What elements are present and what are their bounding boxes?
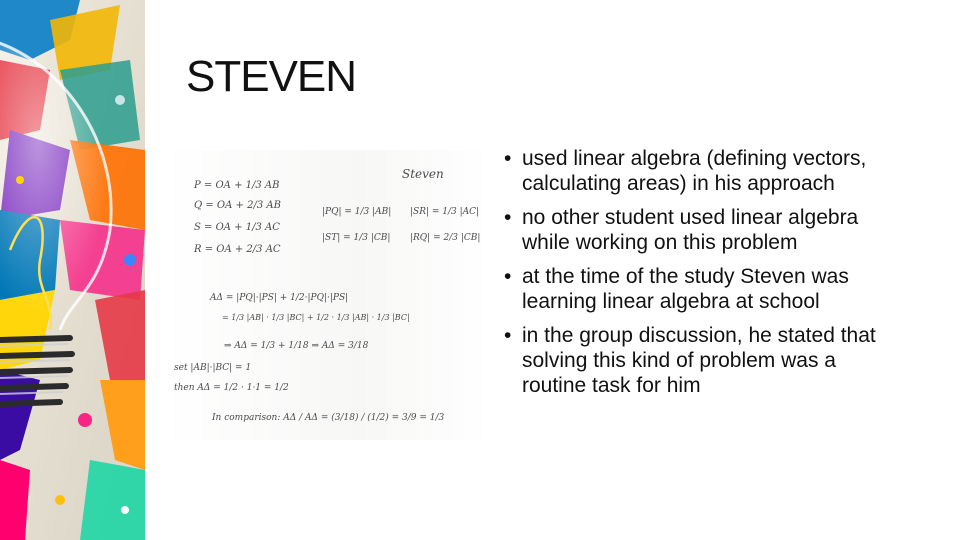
- work-line: In comparison: AΔ / AΔ = (3/18) / (1/2) = 3/9 = 1/3: [212, 413, 445, 423]
- work-line: then AΔ = 1/2 · 1·1 = 1/2: [174, 383, 289, 393]
- bullet-dot-icon: •: [504, 206, 512, 229]
- work-line: |PQ| = 1/3 |AB|: [322, 207, 392, 217]
- page-title: STEVEN: [186, 52, 357, 101]
- bullet-item: [502, 205, 902, 255]
- work-line: |RQ| = 2/3 |CB|: [410, 233, 481, 243]
- work-line: set |AB|·|BC| = 1: [174, 363, 252, 373]
- bullet-list: [502, 146, 902, 407]
- lightbulb-art-image: [0, 0, 145, 540]
- bullet-text: no other student used linear algebra while working on this problem: [522, 206, 859, 254]
- bullet-item: [502, 146, 902, 196]
- work-line: S = OA + 1/3 AC: [194, 222, 280, 233]
- bullet-text: used linear algebra (defining vectors, calculating areas) in his approach: [522, 147, 867, 195]
- work-line: = 1/3 |AB| · 1/3 |BC| + 1/2 · 1/3 |AB| · 1/3 |BC|: [222, 313, 410, 322]
- work-line: |SR| = 1/3 |AC|: [410, 207, 480, 217]
- work-line: R = OA + 2/3 AC: [194, 244, 281, 255]
- bullet-text: at the time of the study Steven was learning linear algebra at school: [522, 265, 849, 313]
- bullet-text: in the group discussion, he stated that solving this kind of problem was a routine task for him: [522, 324, 876, 397]
- work-line: |ST| = 1/3 |CB|: [322, 233, 391, 243]
- work-line: AΔ = |PQ|·|PS| + 1/2·|PQ|·|PS|: [210, 293, 349, 303]
- bullet-item: [502, 323, 902, 398]
- bullet-dot-icon: •: [504, 265, 512, 288]
- work-line: P = OA + 1/3 AB: [194, 180, 280, 191]
- handwritten-name-label: Steven: [402, 167, 444, 181]
- bullet-item: [502, 264, 902, 314]
- work-line: ⇒ AΔ = 1/3 + 1/18 ⇒ AΔ = 3/18: [224, 341, 369, 351]
- bullet-dot-icon: •: [504, 147, 512, 170]
- bullet-dot-icon: •: [504, 324, 512, 347]
- work-line: Q = OA + 2/3 AB: [194, 200, 281, 211]
- handwritten-solution-image: [162, 150, 492, 440]
